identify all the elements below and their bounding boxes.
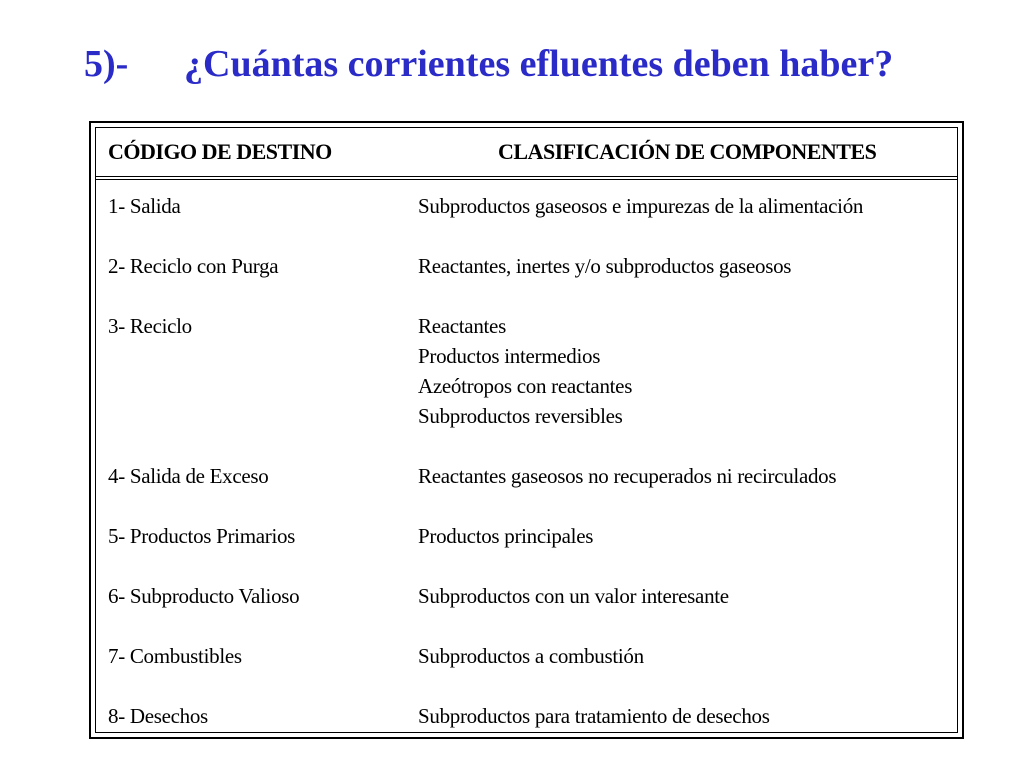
table-body <box>96 191 957 731</box>
classification-item: Productos intermedios <box>418 344 601 368</box>
row-classification <box>418 461 957 491</box>
table-row <box>96 641 957 671</box>
classification-item: Reactantes, inertes y/o subproductos gaseosos <box>418 254 792 278</box>
row-code: 6- Subproducto Valioso <box>108 584 300 608</box>
row-code: 1- Salida <box>108 194 181 218</box>
classification-item: Subproductos a combustión <box>418 644 644 668</box>
classification-item: Subproductos con un valor interesante <box>418 584 729 608</box>
header-classification: CLASIFICACIÓN DE COMPONENTES <box>498 139 877 164</box>
destination-table <box>89 121 964 739</box>
row-classification <box>418 191 957 221</box>
classification-item: Subproductos gaseosos e impurezas de la alimentación <box>418 194 864 218</box>
classification-item: Subproductos reversibles <box>418 404 623 428</box>
row-classification <box>418 251 957 281</box>
row-code: 7- Combustibles <box>108 644 242 668</box>
row-code: 4- Salida de Exceso <box>108 464 269 488</box>
row-code: 3- Reciclo <box>108 314 192 338</box>
row-code: 5- Productos Primarios <box>108 524 296 548</box>
title-text: ¿Cuántas corrientes efluentes deben haber? <box>184 43 894 85</box>
row-classification <box>418 521 957 551</box>
classification-item: Productos principales <box>418 524 594 548</box>
row-code: 2- Reciclo con Purga <box>108 254 279 278</box>
row-code: 8- Desechos <box>108 704 208 728</box>
row-classification <box>418 581 957 611</box>
slide-title <box>0 36 1024 92</box>
classification-item: Subproductos para tratamiento de desechos <box>418 704 770 728</box>
table-row <box>96 461 957 491</box>
classification-item: Reactantes <box>418 314 506 338</box>
table-row <box>96 581 957 611</box>
row-classification <box>418 641 957 671</box>
row-classification <box>418 701 957 731</box>
classification-item: Azeótropos con reactantes <box>418 374 633 398</box>
title-number: 5)- <box>84 43 129 85</box>
header-code: CÓDIGO DE DESTINO <box>108 139 332 164</box>
table-row <box>96 251 957 281</box>
table-row <box>96 701 957 731</box>
table-row <box>96 191 957 221</box>
table-row <box>96 521 957 551</box>
classification-item: Reactantes gaseosos no recuperados ni recirculados <box>418 464 837 488</box>
row-classification <box>418 311 957 431</box>
destination-table-inner <box>95 127 958 733</box>
table-row <box>96 311 957 431</box>
header-separator <box>96 176 957 180</box>
